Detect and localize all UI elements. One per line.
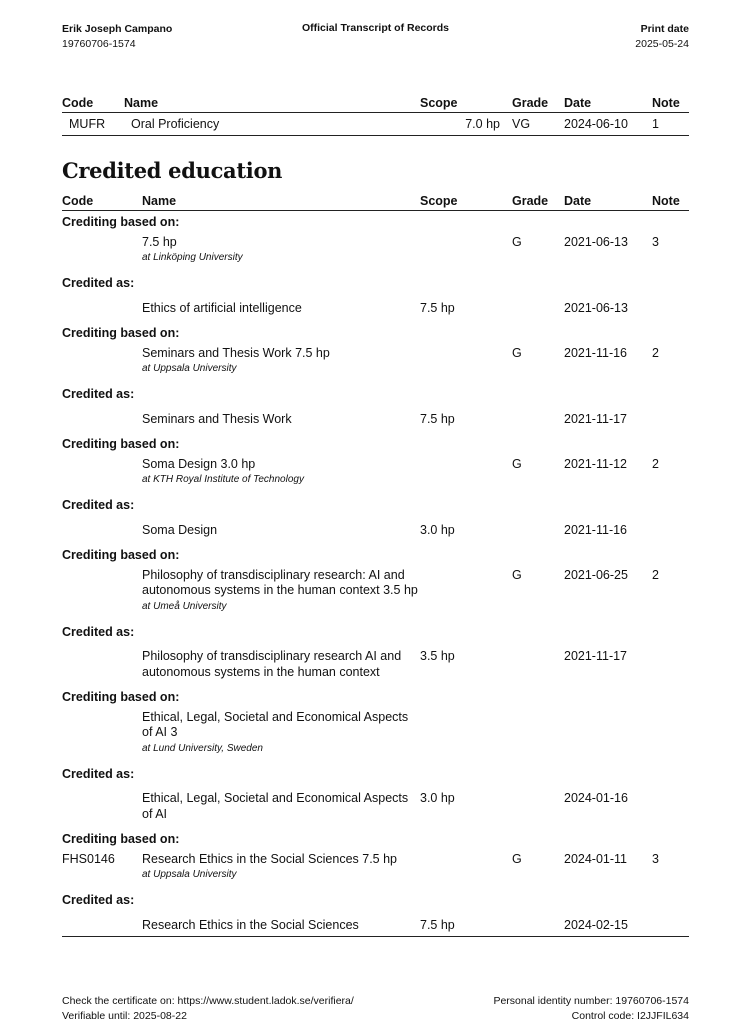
based-code [62, 564, 142, 621]
based-grade: G [512, 345, 522, 360]
as-scope: 3.0 hp [420, 791, 455, 805]
as-grade [512, 640, 564, 686]
institution: at KTH Royal Institute of Technology [142, 474, 304, 485]
as-name: Seminars and Thesis Work [142, 411, 292, 426]
verifiable-until: Verifiable until: 2025-08-22 [62, 1010, 187, 1022]
col-note: Note [652, 192, 689, 211]
as-note [652, 514, 689, 545]
print-date-label: Print date [640, 23, 689, 35]
table-row [62, 706, 689, 763]
based-note: 3 [652, 234, 659, 249]
student-id: 19760706-1574 [62, 38, 136, 50]
credited-as-label: Credited as: [62, 624, 135, 639]
based-name-cell [142, 564, 420, 621]
based-name: Philosophy of transdisciplinary research: AI and autonomous systems in the human context 3.5 hp [142, 567, 418, 597]
based-note: 2 [652, 345, 659, 360]
based-note: 2 [652, 567, 659, 582]
institution: at Linköping University [142, 252, 243, 263]
as-date: 2021-06-13 [564, 300, 628, 315]
based-code [62, 342, 142, 384]
as-name: Research Ethics in the Social Sciences [142, 909, 420, 937]
as-grade [512, 782, 564, 828]
credited-as-label-row [62, 494, 689, 514]
based-note: 3 [652, 851, 659, 866]
based-code: FHS0146 [62, 851, 115, 866]
as-name: Soma Design [142, 522, 218, 537]
crediting-based-on-label-row [62, 211, 689, 231]
as-note [652, 640, 689, 686]
as-code [62, 640, 142, 686]
crediting-based-on-label: Crediting based on: [62, 215, 180, 229]
based-note: 2 [652, 456, 659, 471]
as-date: 2021-11-17 [564, 649, 628, 663]
based-name-cell [142, 453, 420, 495]
as-name: Ethics of artificial intelligence [142, 300, 302, 315]
table-row [62, 113, 689, 136]
credited-as-label-row [62, 272, 689, 292]
institution: at Uppsala University [142, 869, 237, 880]
col-scope: Scope [420, 192, 512, 211]
based-name-cell [142, 231, 420, 273]
as-grade [512, 403, 564, 434]
personal-identity-number: Personal identity number: 19760706-1574 [493, 995, 689, 1007]
based-name: Soma Design 3.0 hp [142, 456, 256, 471]
course-grade: VG [512, 113, 564, 136]
based-scope [420, 564, 512, 621]
col-code: Code [62, 94, 124, 113]
based-scope [420, 231, 512, 273]
based-code [62, 453, 142, 495]
as-scope: 7.5 hp [420, 300, 455, 315]
course-date: 2024-06-10 [564, 113, 652, 136]
table-row [62, 848, 689, 890]
crediting-based-on-label: Crediting based on: [62, 437, 180, 451]
institution: at Umeå University [142, 600, 227, 612]
crediting-based-on-label: Crediting based on: [62, 832, 180, 846]
table-row [62, 453, 689, 495]
verify-link-text: Check the certificate on: https://www.student.ladok.se/verifiera/ [62, 995, 354, 1007]
col-date: Date [564, 94, 652, 113]
col-name: Name [124, 94, 420, 113]
based-grade [512, 706, 564, 763]
crediting-based-on-label: Crediting based on: [62, 548, 180, 562]
print-info [635, 22, 689, 52]
course-code: MUFR [62, 113, 124, 136]
as-note [652, 909, 689, 937]
based-date: 2024-01-11 [564, 851, 628, 866]
based-scope [420, 848, 512, 890]
credited-body [62, 211, 689, 937]
as-grade [512, 514, 564, 545]
as-name: Philosophy of transdisciplinary research AI and autonomous systems in the human context [142, 649, 402, 679]
as-date: 2024-02-15 [564, 909, 652, 937]
col-note: Note [652, 94, 689, 113]
as-code [62, 782, 142, 828]
table-row [62, 292, 689, 323]
print-date: 2025-05-24 [635, 38, 689, 50]
section-title: Credited education [62, 158, 283, 183]
based-name-cell [142, 706, 420, 763]
based-scope [420, 342, 512, 384]
based-name-cell [142, 848, 420, 890]
as-grade [512, 909, 564, 937]
credited-as-label: Credited as: [62, 893, 135, 907]
credited-as-label-row [62, 763, 689, 783]
as-code [62, 292, 142, 323]
document-title: Official Transcript of Records [301, 22, 450, 34]
based-grade: G [512, 456, 522, 471]
table-row [62, 403, 689, 434]
crediting-based-on-label: Crediting based on: [62, 326, 180, 340]
as-name: Ethical, Legal, Societal and Economical Aspects of AI [142, 791, 409, 821]
courses-table [62, 94, 689, 136]
as-code [62, 514, 142, 545]
footer-identity [493, 994, 689, 1024]
col-code: Code [62, 192, 142, 211]
as-date: 2021-11-17 [564, 411, 628, 426]
crediting-based-on-label-row [62, 828, 689, 848]
based-date: 2021-06-25 [564, 567, 628, 582]
credited-as-label: Credited as: [62, 276, 135, 290]
table-row [62, 909, 689, 937]
based-scope [420, 706, 512, 763]
as-scope: 7.5 hp [420, 909, 512, 937]
table-row [62, 231, 689, 273]
col-grade: Grade [512, 94, 564, 113]
based-grade: G [512, 234, 522, 249]
control-code: Control code: I2JJFIL634 [571, 1010, 689, 1022]
courses-header-row [62, 94, 689, 113]
based-scope [420, 453, 512, 495]
col-name: Name [142, 192, 420, 211]
based-date: 2021-11-16 [564, 345, 628, 360]
crediting-based-on-label-row [62, 686, 689, 706]
as-scope: 7.5 hp [420, 411, 455, 426]
credited-as-label: Credited as: [62, 498, 135, 512]
crediting-based-on-label-row [62, 544, 689, 564]
based-name: Seminars and Thesis Work 7.5 hp [142, 345, 330, 360]
based-name-cell [142, 342, 420, 384]
footer-verify [62, 994, 354, 1024]
credited-table [62, 192, 689, 937]
credited-as-label: Credited as: [62, 766, 135, 781]
as-note [652, 292, 689, 323]
as-note [652, 782, 689, 828]
course-note: 1 [652, 113, 689, 136]
crediting-based-on-label-row [62, 433, 689, 453]
based-name: Research Ethics in the Social Sciences 7.5 hp [142, 851, 397, 866]
table-row [62, 342, 689, 384]
table-row [62, 564, 689, 621]
col-scope: Scope [420, 94, 512, 113]
course-scope: 7.0 hp [420, 113, 512, 136]
based-date: 2021-06-13 [564, 234, 628, 249]
course-name: Oral Proficiency [124, 113, 420, 136]
table-row [62, 782, 689, 828]
credited-header-row [62, 192, 689, 211]
crediting-based-on-label: Crediting based on: [62, 690, 180, 704]
institution: at Lund University, Sweden [142, 742, 263, 754]
crediting-based-on-label-row [62, 322, 689, 342]
as-code [62, 909, 142, 937]
credited-as-label-row [62, 383, 689, 403]
based-name: 7.5 hp [142, 234, 177, 249]
based-code [62, 231, 142, 273]
institution: at Uppsala University [142, 363, 237, 374]
as-date: 2021-11-16 [564, 522, 628, 537]
based-name: Ethical, Legal, Societal and Economical Aspects of AI 3 [142, 709, 409, 739]
as-scope: 3.0 hp [420, 522, 455, 537]
based-grade: G [512, 851, 522, 866]
col-date: Date [564, 192, 652, 211]
table-row [62, 640, 689, 686]
credited-as-label-row [62, 889, 689, 909]
as-date: 2024-01-16 [564, 791, 628, 805]
table-row [62, 514, 689, 545]
based-date: 2021-11-12 [564, 456, 628, 471]
based-grade: G [512, 567, 522, 582]
credited-as-label-row [62, 621, 689, 641]
as-grade [512, 292, 564, 323]
based-date [564, 706, 652, 763]
as-code [62, 403, 142, 434]
student-name: Erik Joseph Campano [62, 23, 173, 35]
based-code [62, 706, 142, 763]
as-scope: 3.5 hp [420, 649, 455, 663]
col-grade: Grade [512, 192, 564, 211]
as-note [652, 403, 689, 434]
credited-as-label: Credited as: [62, 387, 135, 401]
based-note [652, 706, 689, 763]
